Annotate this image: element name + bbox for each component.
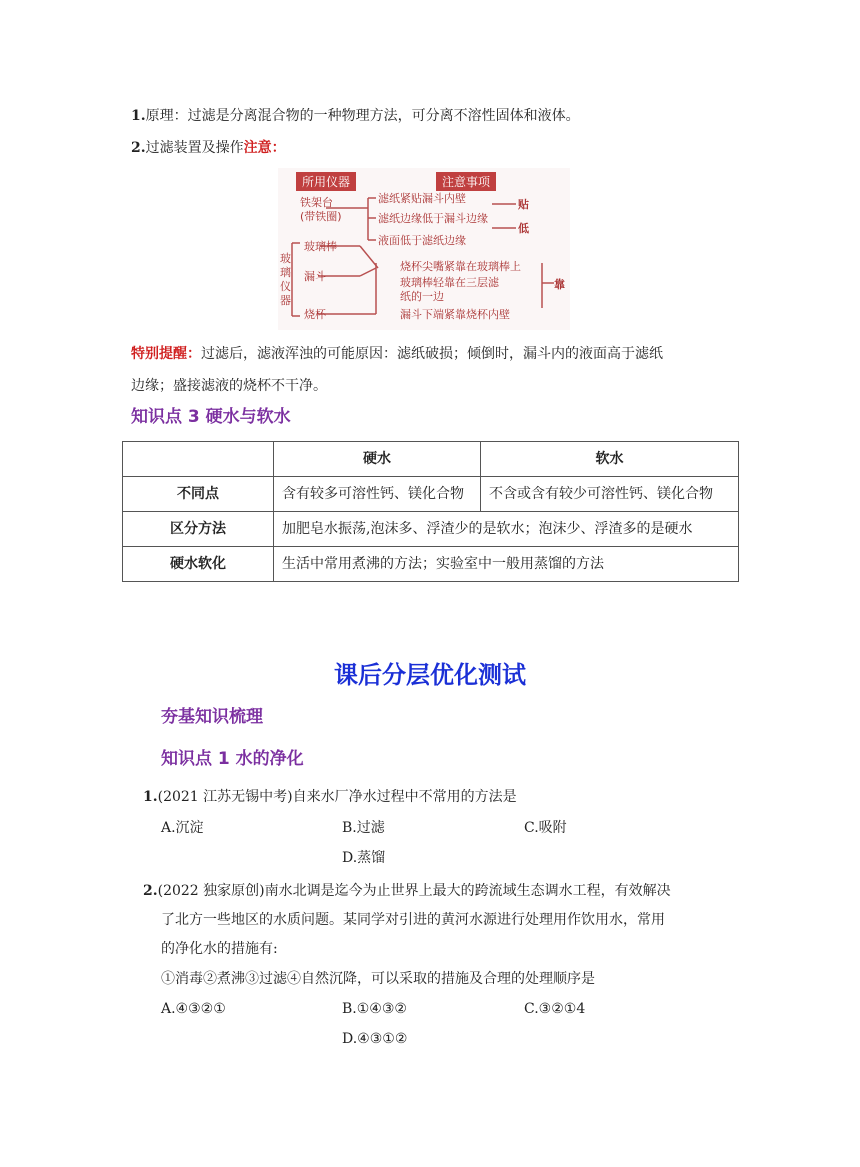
reminder-line-2: 边缘；盛接滤液的烧杯不干净。 [131, 378, 327, 394]
question-2-stem-4: ①消毒②煮沸③过滤④自然沉降，可以采取的措施及合理的处理顺序是 [161, 971, 595, 987]
q2-option-b[interactable]: B.①④③② [342, 1001, 407, 1017]
cell-soft-difference: 不含或含有较少可溶性钙、镁化合物 [481, 477, 739, 512]
header-soft-water: 软水 [481, 442, 739, 477]
question-2-stem-1 [143, 881, 671, 901]
label-iron-stand: 铁架台 [300, 196, 333, 209]
item-number: 1. [131, 108, 146, 124]
table-header-row [123, 442, 739, 477]
table-row [123, 547, 739, 582]
table-row [123, 477, 739, 512]
note-3: 液面低于滤纸边缘 [378, 234, 466, 247]
question-2-stem-2: 了北方一些地区的水质问题。某同学对引进的黄河水源进行处理用作饮用水，常用 [161, 912, 665, 928]
reminder-text-1: 过滤后，滤液浑浊的可能原因：滤纸破损；倾倒时，漏斗内的液面高于滤纸 [201, 346, 663, 362]
label-iron-ring: (带铁圈) [300, 210, 342, 223]
cell-softening-method: 生活中常用煮沸的方法；实验室中一般用蒸馏的方法 [274, 547, 739, 582]
q1-option-b[interactable]: B.过滤 [342, 820, 385, 836]
q2-option-c[interactable]: C.③②①4 [524, 1001, 586, 1017]
note-4: 烧杯尖嘴紧靠在玻璃棒上 [400, 260, 521, 273]
label-beaker: 烧杯 [304, 308, 326, 321]
row-label: 区分方法 [123, 512, 274, 547]
header-notes: 注意事项 [436, 172, 496, 191]
label-glass-4: 器 [280, 294, 291, 307]
attention-label: 注意： [243, 140, 286, 156]
header-instruments: 所用仪器 [296, 172, 356, 191]
row-label: 不同点 [123, 477, 274, 512]
q1-option-d[interactable]: D.蒸馏 [342, 850, 386, 866]
question-number: 1. [143, 789, 158, 805]
question-2-stem-3: 的净化水的措施有: [161, 941, 278, 957]
filter-setup-line [131, 138, 286, 158]
item-number: 2. [131, 140, 146, 156]
cell-hard-difference: 含有较多可溶性钙、镁化合物 [274, 477, 481, 512]
section-3-title: 知识点 3 硬水与软水 [131, 407, 291, 427]
row-label: 硬水软化 [123, 547, 274, 582]
note-6: 纸的一边 [400, 290, 444, 303]
tag-lean: 靠 [554, 278, 565, 291]
q1-option-c[interactable]: C.吸附 [524, 820, 567, 836]
header-hard-water: 硬水 [274, 442, 481, 477]
reminder-line-1 [131, 344, 663, 364]
question-1-stem [143, 787, 517, 807]
note-1: 滤纸紧贴漏斗内壁 [378, 192, 466, 205]
q2-option-a[interactable]: A.④③②① [161, 1001, 226, 1017]
subsection-title: 夯基知识梳理 [161, 707, 263, 727]
label-funnel: 漏斗 [304, 270, 326, 283]
question-number: 2. [143, 883, 158, 899]
tag-tie: 贴 [518, 198, 529, 211]
note-5: 玻璃棒轻靠在三层滤 [400, 276, 499, 289]
note-2: 滤纸边缘低于漏斗边缘 [378, 212, 488, 225]
test-title: 课后分层优化测试 [334, 661, 526, 689]
label-glass-rod: 玻璃棒 [304, 240, 337, 253]
principle-text: 原理：过滤是分离混合物的一种物理方法，可分离不溶性固体和液体。 [145, 108, 580, 124]
filter-setup-text: 过滤装置及操作 [145, 140, 244, 156]
question-1-text: (2021 江苏无锡中考)自来水厂净水过程中不常用的方法是 [157, 789, 517, 805]
hard-soft-water-table [122, 441, 739, 582]
q2-option-d[interactable]: D.④③①② [342, 1031, 408, 1047]
question-2-text-1: (2022 独家原创)南水北调是迄今为止世界上最大的跨流域生态调水工程，有效解决 [157, 883, 671, 899]
cell-distinguish-method: 加肥皂水振荡,泡沫多、浮渣少的是软水；泡沫少、浮渣多的是硬水 [274, 512, 739, 547]
table-row [123, 512, 739, 547]
reminder-label: 特别提醒： [131, 346, 201, 362]
q1-option-a[interactable]: A.沉淀 [161, 820, 204, 836]
label-glass-1: 玻 [280, 252, 291, 265]
tag-low: 低 [518, 222, 529, 235]
filtration-diagram [278, 168, 570, 330]
principle-line [131, 106, 580, 126]
table-corner-cell [123, 442, 274, 477]
section-1-title: 知识点 1 水的净化 [161, 749, 304, 769]
label-glass-2: 璃 [280, 266, 291, 279]
note-7: 漏斗下端紧靠烧杯内壁 [400, 308, 510, 321]
label-glass-3: 仪 [280, 280, 291, 293]
